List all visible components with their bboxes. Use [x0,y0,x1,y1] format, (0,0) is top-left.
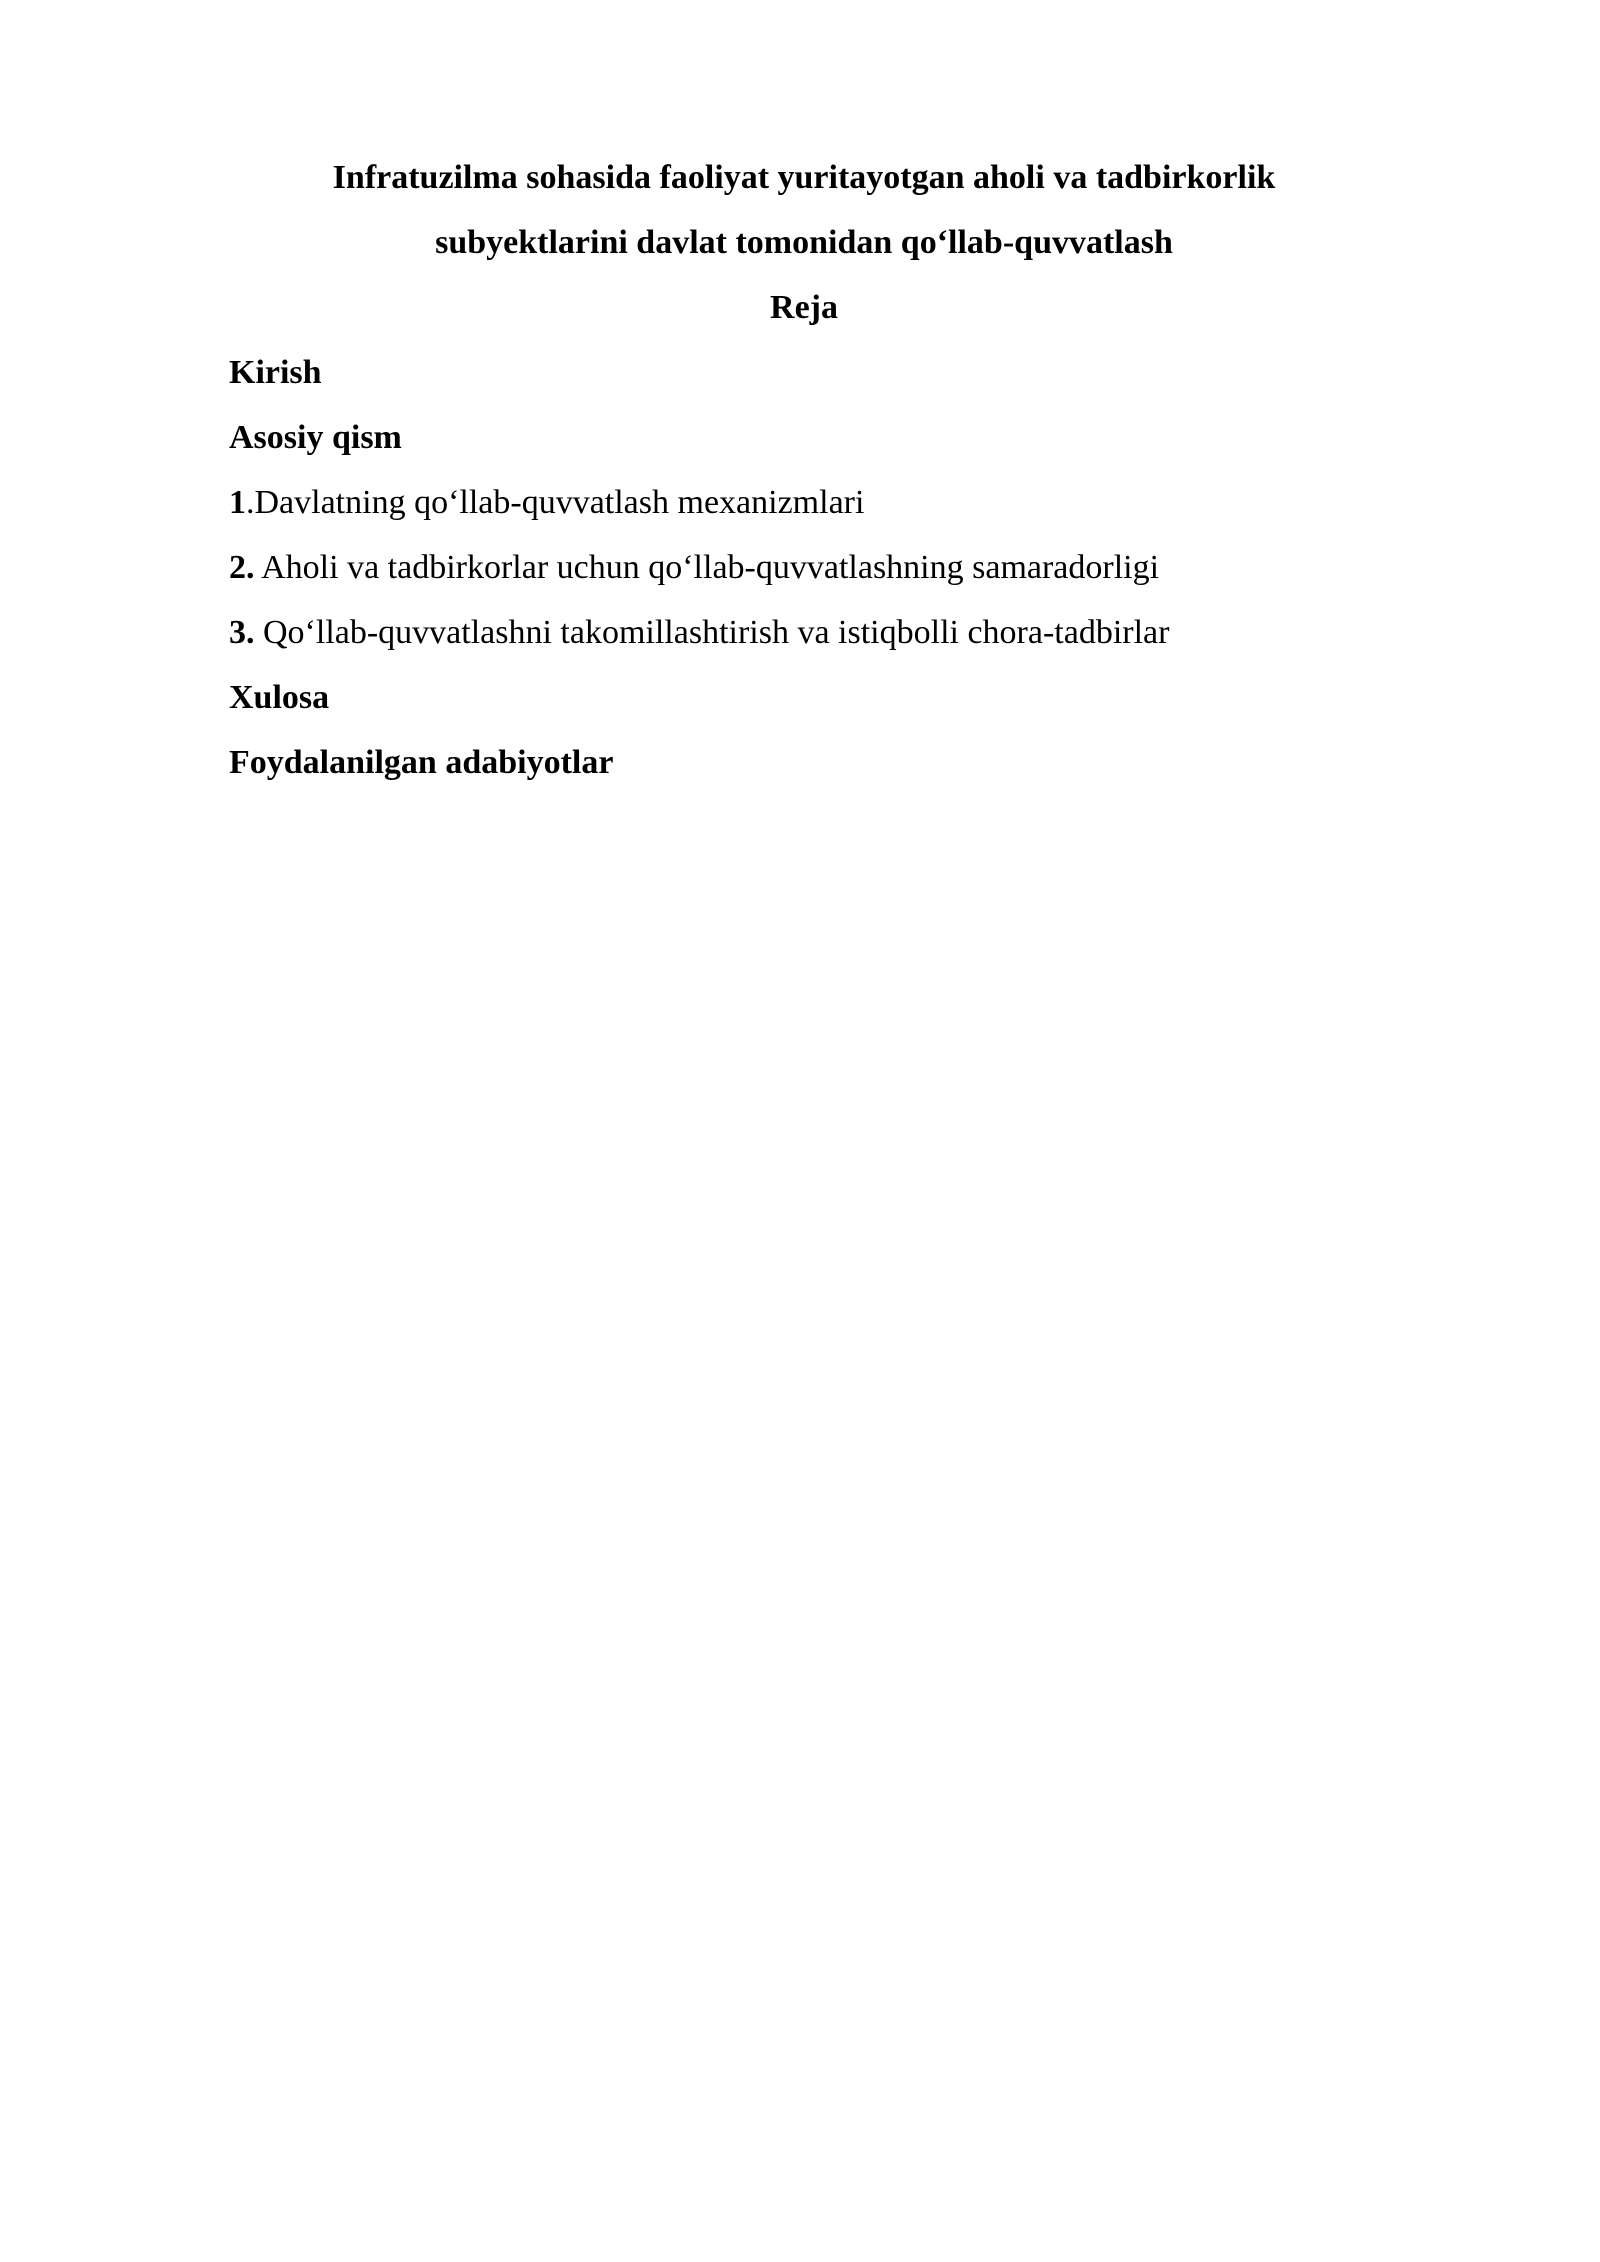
plan-item-1-text: .Davlatning qo‘llab-quvvatlash mexanizmlari [246,484,865,521]
section-references: Foydalanilgan adabiyotlar [229,744,614,781]
plan-item-1 [229,470,1379,535]
section-intro: Kirish [229,354,322,391]
plan-item-3-number: 3. [229,614,255,651]
plan-item-2 [229,535,1379,600]
plan-item-2-number: 2. [229,549,255,586]
section-main-part: Asosiy qism [229,419,402,456]
section-conclusion: Xulosa [229,679,330,716]
document-title-line-2: subyektlarini davlat tomonidan qo‘llab-quvvatlash [435,224,1173,261]
plan-item-1-number: 1 [229,484,246,521]
plan-heading: Reja [770,289,838,326]
plan-item-3-text: Qo‘llab-quvvatlashni takomillashtirish va istiqbolli chora-tadbirlar [254,614,1170,651]
document-title-line-1: Infratuzilma sohasida faoliyat yuritayotgan aholi va tadbirkorlik [332,159,1276,196]
plan-item-3 [229,600,1379,665]
document-content [229,145,1379,795]
plan-item-2-text: Aholi va tadbirkorlar uchun qo‘llab-quvvatlashning samaradorligi [254,549,1160,586]
